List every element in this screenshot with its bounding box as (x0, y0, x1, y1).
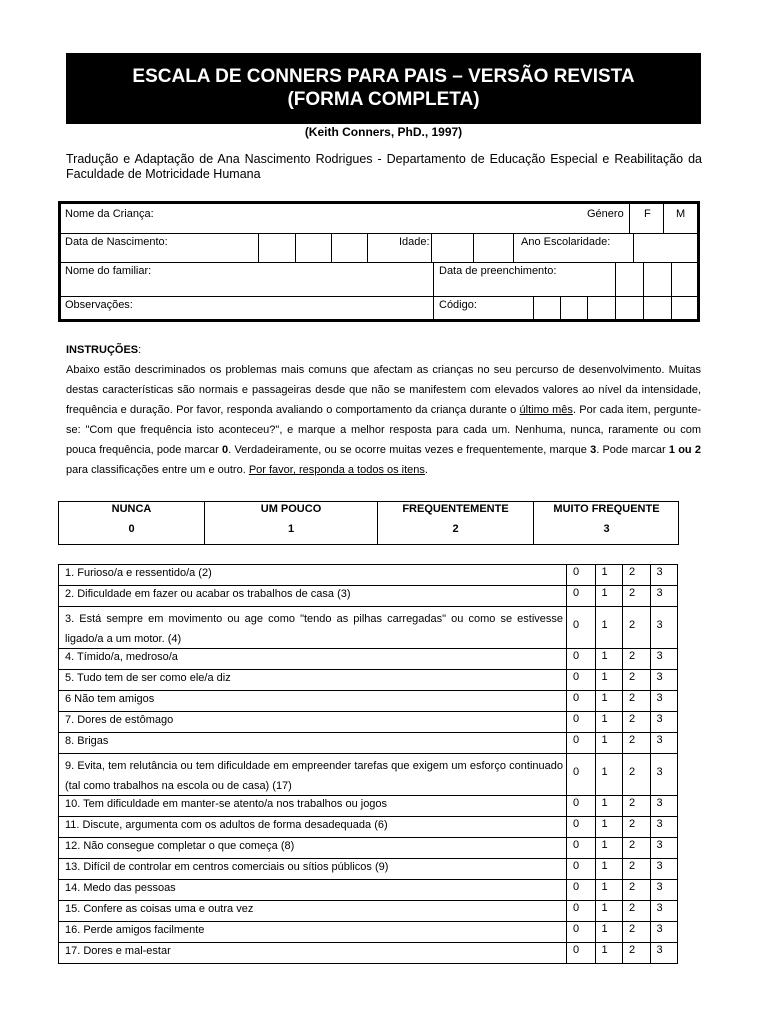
table-row (59, 880, 677, 901)
gender-f-option[interactable]: F (644, 208, 651, 220)
instructions-heading: INSTRUÇÕES (66, 344, 139, 356)
answer-option-2[interactable]: 2 (622, 922, 650, 942)
table-row (59, 943, 677, 964)
answer-option-0[interactable]: 0 (573, 692, 580, 704)
table-row (59, 796, 677, 817)
child-name-label: Nome da Criança: (65, 208, 154, 220)
answer-option-2[interactable]: 2 (622, 859, 650, 879)
answer-option-2[interactable]: 2 (622, 670, 650, 690)
answer-option-0[interactable]: 0 (573, 671, 580, 683)
item-text: 4. Tímido/a, medroso/a (65, 651, 178, 663)
item-text: 14. Medo das pessoas (65, 882, 176, 894)
birth-date-label: Data de Nascimento: (65, 236, 168, 248)
answer-option-3[interactable]: 3 (650, 586, 678, 606)
table-row (59, 754, 677, 796)
answer-option-1[interactable]: 1 (595, 859, 623, 879)
answer-option-1[interactable]: 1 (595, 565, 623, 585)
answer-option-0[interactable]: 0 (573, 766, 580, 778)
answer-option-3[interactable]: 3 (650, 943, 678, 963)
answer-option-3[interactable]: 3 (650, 859, 678, 879)
answer-option-1[interactable]: 1 (595, 943, 623, 963)
answer-option-1[interactable]: 1 (595, 712, 623, 732)
answer-option-1[interactable]: 1 (595, 922, 623, 942)
answer-option-0[interactable]: 0 (573, 587, 580, 599)
gender-m-option[interactable]: M (676, 208, 686, 220)
fill-date-label: Data de preenchimento: (439, 265, 557, 277)
answer-option-3[interactable]: 3 (650, 901, 678, 921)
answer-option-1[interactable]: 1 (595, 586, 623, 606)
school-year-label: Ano Escolaridade: (521, 236, 611, 248)
title-banner (66, 53, 701, 124)
answer-option-1[interactable]: 1 (595, 838, 623, 858)
item-text: 11. Discute, argumenta com os adultos de forma desadequada (6) (65, 819, 388, 831)
answer-option-0[interactable]: 0 (573, 818, 580, 830)
answer-option-0[interactable]: 0 (573, 797, 580, 809)
answer-option-0[interactable]: 0 (573, 902, 580, 914)
item-text: 5. Tudo tem de ser como ele/a diz (65, 672, 231, 684)
scale-very-frequent: MUITO FREQUENTE 3 (553, 503, 660, 535)
title-line-2: (FORMA COMPLETA) (287, 89, 480, 110)
answer-option-3[interactable]: 3 (650, 817, 678, 837)
answer-option-3[interactable]: 3 (650, 670, 678, 690)
table-row (59, 691, 677, 712)
item-text: 7. Dores de estômago (65, 714, 174, 726)
instructions-body: Abaixo estão descriminados os problemas mais comuns que afectam as crianças no seu percurso de desenvolvimento. Muitas destas características são normais e passageiras desde que não se manifestem com elevados valores ao nível da intensidade, frequência e duração. Por favor, responda avaliando o comportamento da criança durante o último mês. Por cada item, pergunte-se: "Com que frequência isto aconteceu?", e marque a melhor resposta para cada um. Nenhuma, nunca, raramente ou com pouca frequência, pode marcar 0. Verdadeiramente, ou se ocorre muitas vezes e frequentemente, marque 3. Pode marcar 1 ou 2 para classificações entre um e outro. Por favor, responda a todos os itens. (66, 364, 701, 476)
answer-option-2[interactable]: 2 (622, 649, 650, 669)
answer-option-0[interactable]: 0 (573, 734, 580, 746)
answer-option-2[interactable]: 2 (622, 733, 650, 753)
table-row (59, 901, 677, 922)
author-credit: (Keith Conners, PhD., 1997) (304, 125, 463, 139)
answer-option-1[interactable]: 1 (595, 796, 623, 816)
answer-option-2[interactable]: 2 (622, 586, 650, 606)
answer-option-1[interactable]: 1 (595, 754, 623, 795)
answer-option-1[interactable]: 1 (595, 691, 623, 711)
answer-option-3[interactable]: 3 (650, 880, 678, 900)
table-row (59, 859, 677, 880)
gender-label: Género (587, 208, 624, 220)
item-text: 13. Difícil de controlar em centros comerciais ou sítios públicos (9) (65, 861, 389, 873)
translation-credit: Tradução e Adaptação de Ana Nascimento Rodrigues - Departamento de Educação Especial e Reabilitação da Faculdade de Motricidade Humana (66, 152, 702, 181)
age-label: Idade: (399, 236, 430, 248)
answer-option-3[interactable]: 3 (650, 754, 678, 795)
observations-label: Observações: (65, 299, 133, 311)
answer-option-0[interactable]: 0 (573, 923, 580, 935)
item-text: 6 Não tem amigos (65, 693, 155, 705)
answer-option-2[interactable]: 2 (622, 796, 650, 816)
relative-name-label: Nome do familiar: (65, 265, 152, 277)
answer-option-1[interactable]: 1 (595, 670, 623, 690)
answer-option-2[interactable]: 2 (622, 754, 650, 795)
answer-option-2[interactable]: 2 (622, 943, 650, 963)
item-text: 12. Não consegue completar o que começa (8) (65, 840, 295, 852)
table-row (59, 565, 677, 586)
table-row (59, 649, 677, 670)
answer-option-2[interactable]: 2 (622, 691, 650, 711)
answer-option-0[interactable]: 0 (573, 566, 580, 578)
answer-option-0[interactable]: 0 (573, 860, 580, 872)
answer-option-2[interactable]: 2 (622, 880, 650, 900)
answer-option-3[interactable]: 3 (650, 607, 678, 648)
answer-option-2[interactable]: 2 (622, 712, 650, 732)
answer-option-2[interactable]: 2 (622, 901, 650, 921)
table-row (59, 712, 677, 733)
instructions: INSTRUÇÕES: Abaixo estão descriminados os problemas mais comuns que afectam as crianças no seu percurso de desenvolvimento. Muitas destas características são normais e passageiras desde que não se manifestem com elevados valores ao nível da intensidade, frequência e duração. Por favor, responda avaliando o comportamento da criança durante o último mês. Por cada item, pergunte-se: "Com que frequência isto aconteceu?", e marque a melhor resposta para cada um. Nenhuma, nunca, raramente ou com pouca frequência, pode marcar 0. Verdadeiramente, ou se ocorre muitas vezes e frequentemente, marque 3. Pode marcar 1 ou 2 para classificações entre um e outro. Por favor, responda a todos os itens. (66, 340, 701, 480)
child-info-table (58, 201, 700, 322)
item-text: 16. Perde amigos facilmente (65, 924, 205, 936)
answer-option-0[interactable]: 0 (573, 650, 580, 662)
item-text: 9. Evita, tem relutância ou tem dificuldade em empreender tarefas que exigem um esforço continuado (tal como trabalhos na escola ou de casa) (17) (65, 760, 563, 792)
answer-option-1[interactable]: 1 (595, 901, 623, 921)
answer-option-2[interactable]: 2 (622, 838, 650, 858)
table-row (59, 817, 677, 838)
scale-frequently: FREQUENTEMENTE 2 (402, 503, 509, 535)
item-text: 3. Está sempre em movimento ou age como "tendo as pilhas carregadas" ou como se estivesse ligado/a a um motor. (4) (65, 613, 563, 645)
table-row (59, 670, 677, 691)
item-text: 10. Tem dificuldade em manter-se atento/a nos trabalhos ou jogos (65, 798, 388, 810)
items-table (58, 564, 678, 964)
item-text: 2. Dificuldade em fazer ou acabar os trabalhos de casa (3) (65, 588, 351, 600)
table-row (59, 838, 677, 859)
answer-option-3[interactable]: 3 (650, 649, 678, 669)
answer-option-2[interactable]: 2 (622, 607, 650, 648)
answer-option-1[interactable]: 1 (595, 607, 623, 648)
scale-legend (58, 501, 679, 545)
answer-option-3[interactable]: 3 (650, 838, 678, 858)
answer-option-1[interactable]: 1 (595, 817, 623, 837)
item-text: 17. Dores e mal-estar (65, 945, 171, 957)
item-text: 15. Confere as coisas uma e outra vez (65, 903, 254, 915)
table-row (59, 733, 677, 754)
table-row (59, 586, 677, 607)
table-row (59, 607, 677, 649)
item-text: 8. Brigas (65, 735, 109, 747)
answer-option-3[interactable]: 3 (650, 733, 678, 753)
answer-option-3[interactable]: 3 (650, 712, 678, 732)
answer-option-0[interactable]: 0 (573, 619, 580, 631)
answer-option-3[interactable]: 3 (650, 565, 678, 585)
table-row (59, 922, 677, 943)
answer-option-1[interactable]: 1 (595, 649, 623, 669)
answer-option-3[interactable]: 3 (650, 796, 678, 816)
scale-never: NUNCA 0 (111, 503, 152, 535)
answer-option-1[interactable]: 1 (595, 880, 623, 900)
title-line-1: ESCALA DE CONNERS PARA PAIS – VERSÃO REVISTA (132, 66, 635, 87)
answer-option-3[interactable]: 3 (650, 922, 678, 942)
scale-a-little: UM POUCO 1 (260, 503, 322, 535)
answer-option-2[interactable]: 2 (622, 817, 650, 837)
answer-option-1[interactable]: 1 (595, 733, 623, 753)
item-text: 1. Furioso/a e ressentido/a (2) (65, 567, 212, 579)
answer-option-2[interactable]: 2 (622, 565, 650, 585)
answer-option-3[interactable]: 3 (650, 691, 678, 711)
code-label: Código: (439, 299, 477, 311)
answer-option-0[interactable]: 0 (573, 839, 580, 851)
answer-option-0[interactable]: 0 (573, 713, 580, 725)
answer-option-0[interactable]: 0 (573, 944, 580, 956)
answer-option-0[interactable]: 0 (573, 881, 580, 893)
